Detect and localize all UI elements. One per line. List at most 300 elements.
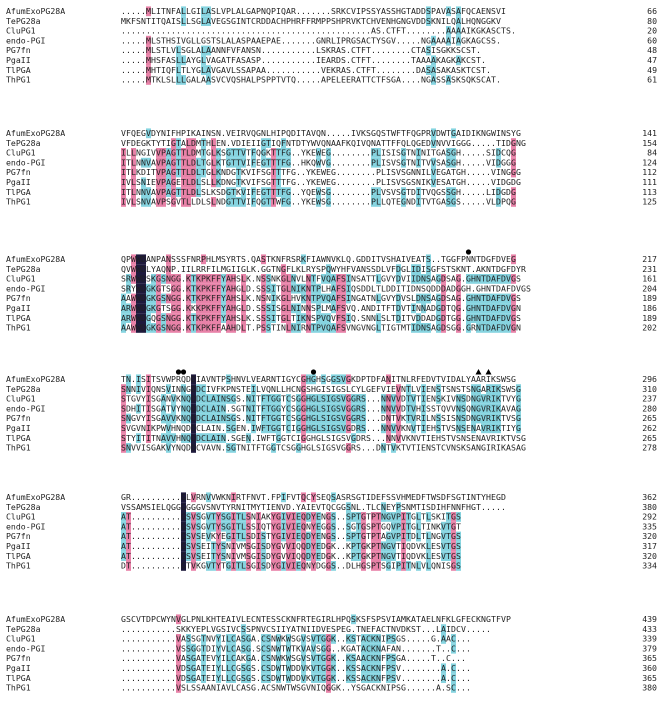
residue: T xyxy=(361,15,366,26)
residue: N xyxy=(276,254,281,264)
residue: . xyxy=(421,663,426,673)
residue: I xyxy=(216,682,221,693)
residue: L xyxy=(211,177,216,187)
residue: . xyxy=(441,25,446,36)
residue: I xyxy=(256,521,261,532)
residue: K xyxy=(301,293,306,304)
residue: G xyxy=(316,614,321,624)
residue: D xyxy=(416,64,421,75)
residue: I xyxy=(416,442,421,453)
residue: . xyxy=(456,672,461,683)
residue: D xyxy=(431,501,436,512)
residue: E xyxy=(421,442,426,453)
residue: . xyxy=(366,393,371,404)
residue: G xyxy=(511,157,516,168)
residue: . xyxy=(411,643,416,654)
residue: D xyxy=(191,157,196,168)
residue: Y xyxy=(511,423,516,433)
residue: G xyxy=(451,196,456,207)
residue: S xyxy=(236,393,241,404)
sequence-name: AfumExoPG28A xyxy=(6,374,66,384)
residue: A xyxy=(501,283,506,294)
residue: L xyxy=(376,147,381,158)
residue: A xyxy=(196,128,201,138)
residue: T xyxy=(276,312,281,323)
residue: T xyxy=(266,137,271,148)
residue: S xyxy=(466,442,471,453)
residue: T xyxy=(301,128,306,138)
residue: N xyxy=(416,283,421,294)
residue: S xyxy=(316,263,321,274)
residue: S xyxy=(261,177,266,187)
residue: F xyxy=(216,273,221,284)
residue: Q xyxy=(186,432,191,443)
residue: T xyxy=(306,614,311,624)
residue: S xyxy=(386,186,391,197)
residue: Q xyxy=(301,521,306,532)
residue: G xyxy=(156,273,161,284)
residue: A xyxy=(491,273,496,284)
residue: . xyxy=(336,672,341,683)
residue: L xyxy=(486,186,491,197)
residue: G xyxy=(276,541,281,551)
residue: . xyxy=(171,541,176,551)
residue: Q xyxy=(296,541,301,551)
residue: G xyxy=(146,322,151,333)
residue: A xyxy=(431,64,436,75)
residue: G xyxy=(261,196,266,207)
residue: S xyxy=(451,492,456,502)
residue: L xyxy=(321,303,326,313)
residue: I xyxy=(311,623,316,634)
residue: L xyxy=(381,283,386,294)
residue: D xyxy=(396,273,401,284)
residue: L xyxy=(126,147,131,158)
residue: T xyxy=(126,550,131,561)
residue: N xyxy=(381,541,386,551)
residue: . xyxy=(356,25,361,36)
residue: V xyxy=(216,74,221,85)
residue: N xyxy=(476,15,481,26)
residue: D xyxy=(191,403,196,414)
residue: A xyxy=(361,293,366,304)
residue: N xyxy=(141,423,146,433)
residue: S xyxy=(246,531,251,542)
residue: A xyxy=(441,35,446,46)
residue: D xyxy=(121,560,126,571)
residue: I xyxy=(496,442,501,453)
residue: S xyxy=(221,147,226,158)
residue: . xyxy=(166,560,171,571)
residue: G xyxy=(321,672,326,683)
residue: N xyxy=(406,501,411,512)
residue: . xyxy=(291,45,296,56)
residue: T xyxy=(416,393,421,404)
residue: G xyxy=(311,393,316,404)
residue: H xyxy=(336,614,341,624)
residue: . xyxy=(271,55,276,65)
residue: . xyxy=(361,177,366,187)
residue: G xyxy=(261,147,266,158)
residue: V xyxy=(136,442,141,453)
residue: N xyxy=(136,157,141,168)
residue: N xyxy=(461,263,466,274)
residue: I xyxy=(231,263,236,274)
residue: . xyxy=(446,643,451,654)
residue: T xyxy=(291,643,296,654)
residue: S xyxy=(461,74,466,85)
residue: D xyxy=(141,312,146,323)
residue: R xyxy=(481,374,486,384)
residue: . xyxy=(126,633,131,644)
residue: A xyxy=(461,25,466,36)
residue: G xyxy=(451,511,456,522)
residue: . xyxy=(126,6,131,16)
residue: Q xyxy=(376,128,381,138)
residue: K xyxy=(196,560,201,571)
residue: V xyxy=(451,432,456,443)
residue: H xyxy=(271,128,276,138)
residue: . xyxy=(136,550,141,561)
residue: S xyxy=(241,55,246,65)
residue: A xyxy=(361,633,366,644)
residue: V xyxy=(286,511,291,522)
residue: . xyxy=(406,653,411,664)
residue: V xyxy=(176,682,181,693)
residue: T xyxy=(201,663,206,673)
residue: L xyxy=(286,273,291,284)
residue: F xyxy=(266,432,271,443)
residue: G xyxy=(266,263,271,274)
residue: T xyxy=(236,511,241,522)
residue: T xyxy=(151,432,156,443)
residue: W xyxy=(131,263,136,274)
residue: . xyxy=(336,128,341,138)
residue: . xyxy=(411,682,416,693)
residue: A xyxy=(226,273,231,284)
residue: A xyxy=(181,653,186,664)
residue: T xyxy=(366,293,371,304)
residue: S xyxy=(336,423,341,433)
residue: V xyxy=(311,663,316,673)
residue: A xyxy=(166,167,171,178)
residue: . xyxy=(341,196,346,207)
residue: L xyxy=(241,283,246,294)
residue: T xyxy=(371,273,376,284)
residue: M xyxy=(316,15,321,26)
sequence-name: endo-PGI xyxy=(6,643,46,654)
residue: N xyxy=(466,254,471,264)
residue: T xyxy=(421,254,426,264)
residue: . xyxy=(281,55,286,65)
residue: S xyxy=(456,196,461,207)
residue: N xyxy=(141,15,146,26)
residue: V xyxy=(246,128,251,138)
residue: N xyxy=(486,6,491,16)
residue: T xyxy=(356,550,361,561)
residue: I xyxy=(446,374,451,384)
residue: . xyxy=(161,560,166,571)
residue: . xyxy=(136,560,141,571)
residue: . xyxy=(166,25,171,36)
residue: L xyxy=(286,303,291,313)
residue: G xyxy=(181,614,186,624)
residue: V xyxy=(391,521,396,532)
residue: G xyxy=(476,283,481,294)
residue: Q xyxy=(326,263,331,274)
residue: . xyxy=(131,633,136,644)
residue: F xyxy=(256,167,261,178)
residue: K xyxy=(331,653,336,664)
residue: P xyxy=(371,186,376,197)
residue: E xyxy=(206,663,211,673)
residue: M xyxy=(326,303,331,313)
residue: N xyxy=(221,432,226,443)
residue: G xyxy=(246,663,251,673)
residue: S xyxy=(396,157,401,168)
residue: E xyxy=(311,147,316,158)
residue: V xyxy=(146,186,151,197)
residue: M xyxy=(146,6,151,16)
residue: K xyxy=(221,383,226,394)
residue: A xyxy=(146,254,151,264)
residue: R xyxy=(296,254,301,264)
residue: N xyxy=(306,312,311,323)
residue: . xyxy=(406,74,411,85)
residue: . xyxy=(121,643,126,654)
residue: V xyxy=(206,492,211,502)
residue: S xyxy=(181,682,186,693)
residue: Q xyxy=(301,541,306,551)
residue: V xyxy=(286,550,291,561)
residue: S xyxy=(196,682,201,693)
residue: . xyxy=(466,157,471,168)
residue: T xyxy=(266,531,271,542)
residue: N xyxy=(166,393,171,404)
residue: N xyxy=(486,283,491,294)
residue: D xyxy=(191,432,196,443)
residue: A xyxy=(476,423,481,433)
residue: . xyxy=(171,633,176,644)
residue: L xyxy=(341,254,346,264)
residue: S xyxy=(266,663,271,673)
residue: G xyxy=(361,511,366,522)
residue: R xyxy=(176,374,181,384)
residue: G xyxy=(201,560,206,571)
residue: S xyxy=(201,186,206,197)
residue: S xyxy=(261,322,266,333)
residue: . xyxy=(126,35,131,46)
residue: S xyxy=(321,45,326,56)
residue: P xyxy=(171,263,176,274)
residue: H xyxy=(306,413,311,424)
residue: I xyxy=(281,374,286,384)
residue: . xyxy=(461,293,466,304)
residue: Q xyxy=(301,560,306,571)
residue: I xyxy=(281,560,286,571)
residue: K xyxy=(351,374,356,384)
residue: . xyxy=(406,633,411,644)
residue: T xyxy=(181,157,186,168)
residue: S xyxy=(356,442,361,453)
residue: . xyxy=(426,25,431,36)
residue: . xyxy=(301,64,306,75)
residue: K xyxy=(466,35,471,46)
residue: . xyxy=(421,25,426,36)
residue: I xyxy=(311,254,316,264)
residue: S xyxy=(226,442,231,453)
residue: N xyxy=(126,374,131,384)
residue: E xyxy=(346,74,351,85)
residue: . xyxy=(221,423,226,433)
residue: G xyxy=(481,15,486,26)
residue: G xyxy=(311,413,316,424)
residue: T xyxy=(281,177,286,187)
residue: V xyxy=(226,682,231,693)
residue: I xyxy=(446,623,451,634)
residue: G xyxy=(196,633,201,644)
residue: G xyxy=(516,128,521,138)
residue: A xyxy=(426,312,431,323)
residue-position-number: 231 xyxy=(642,263,657,274)
residue: T xyxy=(176,147,181,158)
residue: G xyxy=(436,196,441,207)
residue: D xyxy=(221,177,226,187)
residue: K xyxy=(186,623,191,634)
residue: L xyxy=(201,196,206,207)
residue: M xyxy=(401,322,406,333)
residue: S xyxy=(346,531,351,542)
residue: I xyxy=(376,303,381,313)
residue: T xyxy=(406,560,411,571)
residue: S xyxy=(346,511,351,522)
residue: N xyxy=(471,393,476,404)
residue: V xyxy=(171,413,176,424)
residue: . xyxy=(261,55,266,65)
residue: G xyxy=(351,403,356,414)
residue: . xyxy=(401,663,406,673)
residue: A xyxy=(121,531,126,542)
residue: G xyxy=(206,167,211,178)
residue: . xyxy=(121,74,126,85)
residue: G xyxy=(331,403,336,414)
residue: P xyxy=(396,501,401,512)
residue: V xyxy=(191,541,196,551)
residue: D xyxy=(486,322,491,333)
residue: C xyxy=(291,383,296,394)
residue: G xyxy=(436,531,441,542)
residue: D xyxy=(181,672,186,683)
residue: G xyxy=(176,501,181,512)
residue: N xyxy=(386,374,391,384)
residue: G xyxy=(191,643,196,654)
residue: A xyxy=(236,35,241,46)
residue: N xyxy=(421,35,426,46)
residue: L xyxy=(446,15,451,26)
residue: G xyxy=(351,521,356,532)
residue: . xyxy=(441,643,446,654)
residue: I xyxy=(411,303,416,313)
residue: S xyxy=(321,403,326,414)
residue: D xyxy=(496,157,501,168)
residue: A xyxy=(316,254,321,264)
residue: F xyxy=(361,45,366,56)
residue: Y xyxy=(271,531,276,542)
residue: . xyxy=(136,643,141,654)
residue: V xyxy=(506,393,511,404)
residue: F xyxy=(256,177,261,187)
residue: D xyxy=(191,393,196,404)
residue: A xyxy=(166,177,171,187)
residue: L xyxy=(231,682,236,693)
residue: T xyxy=(406,157,411,168)
residue: S xyxy=(421,283,426,294)
residue: A xyxy=(446,25,451,36)
residue: S xyxy=(451,423,456,433)
residue: G xyxy=(121,614,126,624)
residue: V xyxy=(451,403,456,414)
residue: R xyxy=(486,403,491,414)
residue: . xyxy=(346,147,351,158)
residue: A xyxy=(306,128,311,138)
residue: T xyxy=(261,501,266,512)
residue: . xyxy=(411,64,416,75)
residue: G xyxy=(271,423,276,433)
residue: . xyxy=(171,550,176,561)
residue: . xyxy=(456,663,461,673)
residue: . xyxy=(181,273,186,284)
residue: Y xyxy=(336,263,341,274)
sequence-name: PgaII xyxy=(6,55,31,65)
residue: E xyxy=(366,623,371,634)
residue: V xyxy=(226,74,231,85)
residue: S xyxy=(386,254,391,264)
residue: N xyxy=(326,254,331,264)
residue-position-number: 365 xyxy=(642,653,657,664)
residue: S xyxy=(396,682,401,693)
residue: T xyxy=(376,511,381,522)
residue: K xyxy=(206,303,211,313)
residue: V xyxy=(321,273,326,284)
residue: N xyxy=(251,511,256,522)
residue: Q xyxy=(451,15,456,26)
residue: K xyxy=(496,383,501,394)
residue: K xyxy=(461,442,466,453)
residue: G xyxy=(181,511,186,522)
residue: G xyxy=(201,511,206,522)
residue: S xyxy=(471,55,476,65)
residue: D xyxy=(191,137,196,148)
residue: G xyxy=(511,186,516,197)
residue: F xyxy=(341,137,346,148)
residue: T xyxy=(266,423,271,433)
residue: . xyxy=(131,531,136,542)
residue: L xyxy=(381,196,386,207)
residue: C xyxy=(331,501,336,512)
residue: Y xyxy=(391,273,396,284)
residue: I xyxy=(426,521,431,532)
residue: H xyxy=(456,157,461,168)
residue: G xyxy=(401,147,406,158)
residue: W xyxy=(286,672,291,683)
residue: V xyxy=(261,383,266,394)
residue: G xyxy=(276,560,281,571)
residue: . xyxy=(141,653,146,664)
residue: V xyxy=(506,322,511,333)
residue: . xyxy=(306,55,311,65)
residue: Q xyxy=(181,374,186,384)
residue: P xyxy=(201,273,206,284)
